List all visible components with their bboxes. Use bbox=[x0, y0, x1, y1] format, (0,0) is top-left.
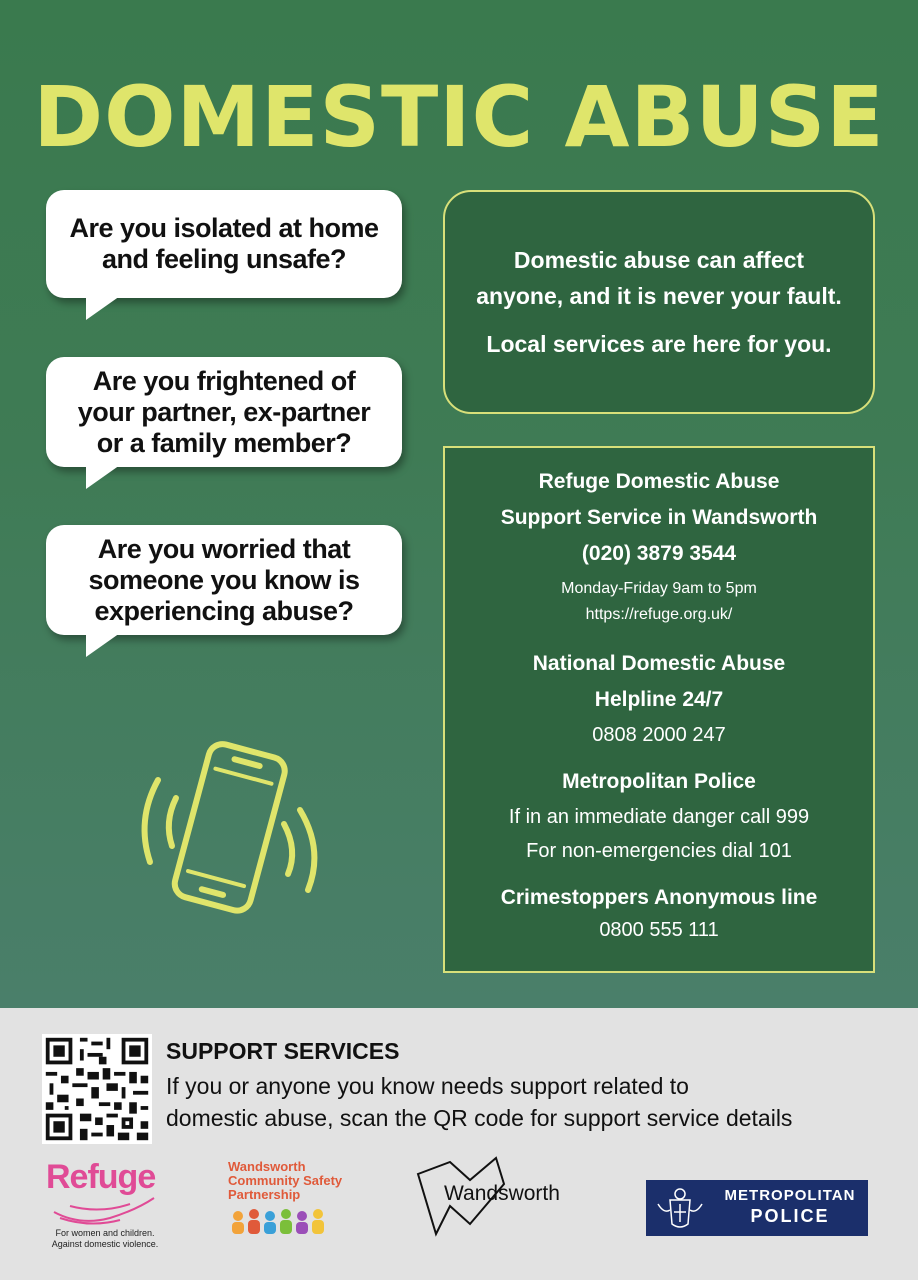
wandsworth-logo-name: Wandsworth bbox=[444, 1182, 560, 1205]
message-line: Domestic abuse can affect bbox=[513, 247, 805, 273]
qr-code-icon[interactable] bbox=[42, 1034, 152, 1144]
crimestoppers-title: Crimestoppers Anonymous line bbox=[500, 886, 818, 909]
refuge-tagline-line: For women and children. bbox=[55, 1228, 155, 1238]
csp-line: Partnership bbox=[228, 1187, 301, 1202]
met-logo-line: POLICE bbox=[750, 1206, 830, 1226]
refuge-tagline bbox=[40, 1228, 170, 1250]
csp-line: Community Safety bbox=[228, 1173, 343, 1188]
refuge-title: Support Service in Wandsworth bbox=[500, 506, 818, 529]
speech-bubble-frightened bbox=[46, 357, 402, 467]
refuge-title: Refuge Domestic Abuse bbox=[538, 470, 780, 493]
refuge-logo bbox=[40, 1158, 170, 1258]
message-box bbox=[443, 190, 875, 414]
metropolitan-police-logo bbox=[646, 1180, 868, 1236]
services-box bbox=[443, 446, 875, 973]
support-text bbox=[166, 1070, 906, 1134]
police-crest-icon bbox=[650, 1184, 710, 1232]
national-title: National Domestic Abuse bbox=[532, 652, 786, 675]
refuge-tagline-line: Against domestic violence. bbox=[51, 1239, 159, 1249]
national-phone[interactable]: 0808 2000 247 bbox=[592, 724, 726, 746]
hand-icon bbox=[50, 1192, 160, 1226]
footer-panel bbox=[0, 1008, 918, 1280]
refuge-logo-name: Refuge bbox=[46, 1158, 156, 1196]
community-safety-logo bbox=[228, 1160, 368, 1250]
crimestoppers-phone[interactable]: 0800 555 111 bbox=[599, 919, 719, 941]
police-non-emergency: For non-emergencies dial 101 bbox=[526, 840, 792, 862]
bubble-text: Are you worried that someone you know is experiencing abuse? bbox=[88, 533, 360, 626]
speech-bubble-isolated bbox=[46, 190, 402, 298]
met-logo-text bbox=[716, 1186, 864, 1226]
page-title: DOMESTIC ABUSE bbox=[33, 68, 885, 166]
refuge-phone[interactable]: (020) 3879 3544 bbox=[581, 542, 737, 565]
csp-line: Wandsworth bbox=[228, 1159, 306, 1174]
bubble-text: Are you isolated at home and feeling unsafe? bbox=[69, 213, 379, 274]
people-icon bbox=[230, 1208, 330, 1236]
message-line: anyone, and it is never your fault. bbox=[476, 283, 842, 309]
wandsworth-logo bbox=[410, 1154, 580, 1254]
support-heading: SUPPORT SERVICES bbox=[166, 1038, 400, 1064]
police-title: Metropolitan Police bbox=[562, 770, 756, 793]
support-line: domestic abuse, scan the QR code for support service details bbox=[166, 1105, 793, 1131]
message-line: Local services are here for you. bbox=[486, 331, 832, 357]
ringing-phone-icon bbox=[128, 740, 328, 920]
refuge-url[interactable]: https://refuge.org.uk/ bbox=[585, 606, 733, 623]
speech-bubble-worried bbox=[46, 525, 402, 635]
police-emergency: If in an immediate danger call 999 bbox=[508, 806, 810, 828]
national-title: Helpline 24/7 bbox=[594, 688, 724, 711]
refuge-hours: Monday-Friday 9am to 5pm bbox=[561, 580, 757, 597]
support-line: If you or anyone you know needs support related to bbox=[166, 1073, 689, 1099]
met-logo-line: METROPOLITAN bbox=[724, 1187, 856, 1204]
bubble-text: Are you frightened of your partner, ex-partner or a family member? bbox=[77, 365, 371, 458]
